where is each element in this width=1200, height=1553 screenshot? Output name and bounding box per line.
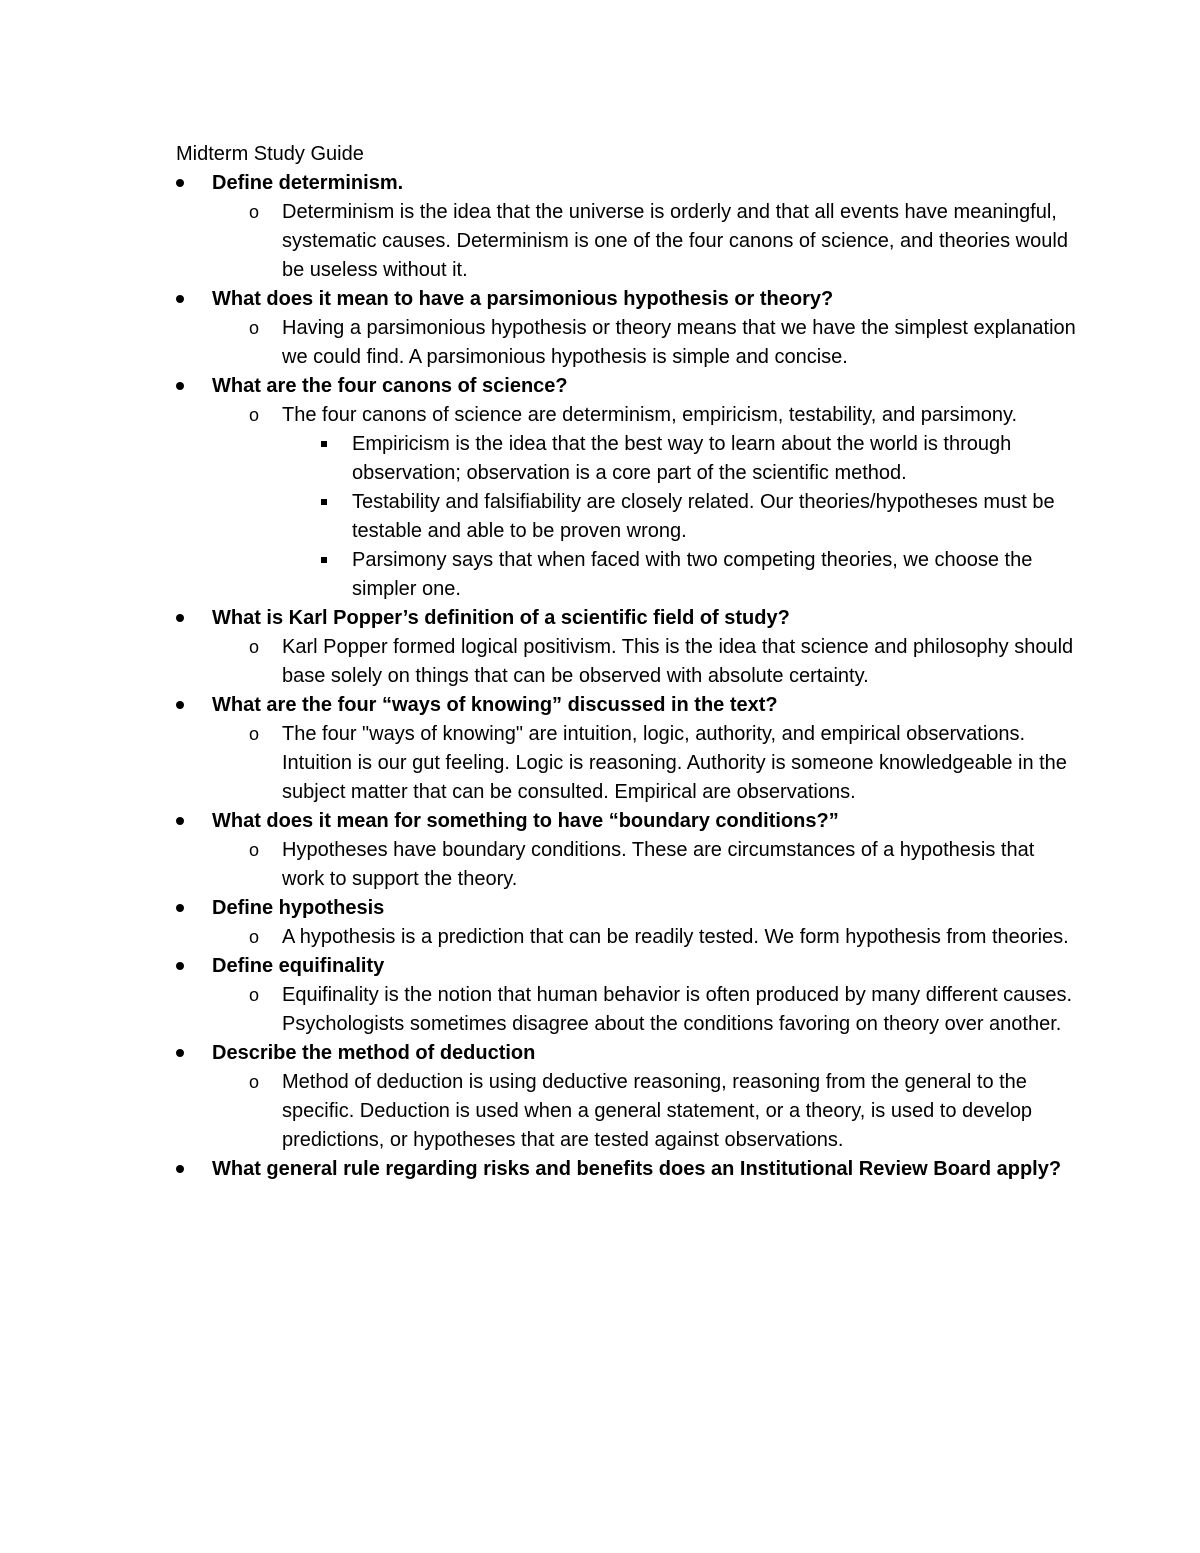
sub-point-text: Testability and falsifiability are closely related. Our theories/hypotheses must be testable and able to be proven wrong. xyxy=(352,491,1055,542)
square-bullet-marker xyxy=(321,499,327,505)
answer-text: A hypothesis is a prediction that can be readily tested. We form hypothesis from theories. xyxy=(282,926,1069,948)
answer-list xyxy=(212,633,1076,691)
question-text: Define hypothesis xyxy=(212,897,385,919)
bullet-dot xyxy=(176,614,184,622)
answer-item xyxy=(176,720,1076,807)
sub-point-list xyxy=(282,430,1076,604)
hollow-bullet-marker: o xyxy=(248,724,259,744)
answer-item xyxy=(176,314,1076,372)
question-item xyxy=(176,807,1076,894)
answer-item xyxy=(176,198,1076,285)
question-text: Describe the method of deduction xyxy=(212,1042,536,1064)
question-item xyxy=(176,372,1076,604)
square-bullet-marker xyxy=(321,557,327,563)
question-item xyxy=(176,952,1076,1039)
question-item xyxy=(176,1155,1076,1184)
question-item xyxy=(176,894,1076,952)
answer-list xyxy=(212,836,1076,894)
question-text: Define equifinality xyxy=(212,955,385,977)
sub-point-text: Parsimony says that when faced with two competing theories, we choose the simpler one. xyxy=(352,549,1033,600)
bullet-dot xyxy=(176,817,184,825)
hollow-bullet-marker: o xyxy=(248,927,259,947)
hollow-bullet-marker: o xyxy=(248,202,259,222)
bullet-dot xyxy=(176,382,184,390)
answer-list xyxy=(212,981,1076,1039)
question-text: What are the four canons of science? xyxy=(212,375,568,397)
answer-item xyxy=(176,633,1076,691)
answer-text: Equifinality is the notion that human behavior is often produced by many different causes. Psychologists sometimes disagree about the conditions favoring on theory over another. xyxy=(282,984,1073,1035)
question-text: What is Karl Popper’s definition of a scientific field of study? xyxy=(212,607,790,629)
answer-text: Determinism is the idea that the universe is orderly and that all events have meaningful, systematic causes. Determinism is one of the four canons of science, and theories would be useless without it. xyxy=(282,201,1068,281)
question-item xyxy=(176,691,1076,807)
question-list xyxy=(176,169,1076,1184)
hollow-bullet-marker: o xyxy=(248,405,259,425)
question-item xyxy=(176,604,1076,691)
document-page xyxy=(176,140,1076,1184)
sub-point-item xyxy=(176,488,1076,546)
page-title: Midterm Study Guide xyxy=(176,143,364,165)
answer-text: Method of deduction is using deductive reasoning, reasoning from the general to the specific. Deduction is used when a general statement, or a theory, is used to develop predictions, or hypotheses that are tested against observations. xyxy=(282,1071,1033,1151)
hollow-bullet-marker: o xyxy=(248,318,259,338)
bullet-dot xyxy=(176,179,184,187)
answer-list xyxy=(212,314,1076,372)
question-text: What does it mean to have a parsimonious hypothesis or theory? xyxy=(212,288,834,310)
question-text: What does it mean for something to have “boundary conditions?” xyxy=(212,810,839,832)
bullet-dot xyxy=(176,295,184,303)
sub-point-text: Empiricism is the idea that the best way to learn about the world is through observation; observation is a core part of the scientific method. xyxy=(352,433,1012,484)
question-text: What general rule regarding risks and benefits does an Institutional Review Board apply? xyxy=(212,1158,1062,1180)
answer-list xyxy=(212,923,1076,952)
answer-text: The four "ways of knowing" are intuition, logic, authority, and empirical observations. Intuition is our gut feeling. Logic is reasoning. Authority is someone knowledgeable in the subject matter that can be consulted. Empirical are observations. xyxy=(282,723,1067,803)
bullet-dot xyxy=(176,962,184,970)
hollow-bullet-marker: o xyxy=(248,840,259,860)
answer-item xyxy=(176,401,1076,604)
answer-text: The four canons of science are determinism, empiricism, testability, and parsimony. xyxy=(282,404,1018,426)
answer-text: Karl Popper formed logical positivism. This is the idea that science and philosophy should base solely on things that can be observed with absolute certainty. xyxy=(282,636,1074,687)
bullet-dot xyxy=(176,904,184,912)
answer-list xyxy=(212,401,1076,604)
question-item xyxy=(176,169,1076,285)
answer-text: Having a parsimonious hypothesis or theory means that we have the simplest explanation we could find. A parsimonious hypothesis is simple and concise. xyxy=(282,317,1076,368)
answer-list xyxy=(212,1068,1076,1155)
answer-item xyxy=(176,836,1076,894)
hollow-bullet-marker: o xyxy=(248,1072,259,1092)
question-item xyxy=(176,285,1076,372)
sub-point-item xyxy=(176,430,1076,488)
hollow-bullet-marker: o xyxy=(248,985,259,1005)
question-text: Define determinism. xyxy=(212,172,404,194)
answer-item xyxy=(176,1068,1076,1155)
bullet-dot xyxy=(176,1049,184,1057)
answer-list xyxy=(212,720,1076,807)
answer-list xyxy=(212,198,1076,285)
bullet-dot xyxy=(176,701,184,709)
bullet-dot xyxy=(176,1165,184,1173)
sub-point-item xyxy=(176,546,1076,604)
question-text: What are the four “ways of knowing” discussed in the text? xyxy=(212,694,778,716)
hollow-bullet-marker: o xyxy=(248,637,259,657)
square-bullet-marker xyxy=(321,441,327,447)
answer-text: Hypotheses have boundary conditions. These are circumstances of a hypothesis that work to support the theory. xyxy=(282,839,1035,890)
question-item xyxy=(176,1039,1076,1155)
answer-item xyxy=(176,923,1076,952)
answer-item xyxy=(176,981,1076,1039)
